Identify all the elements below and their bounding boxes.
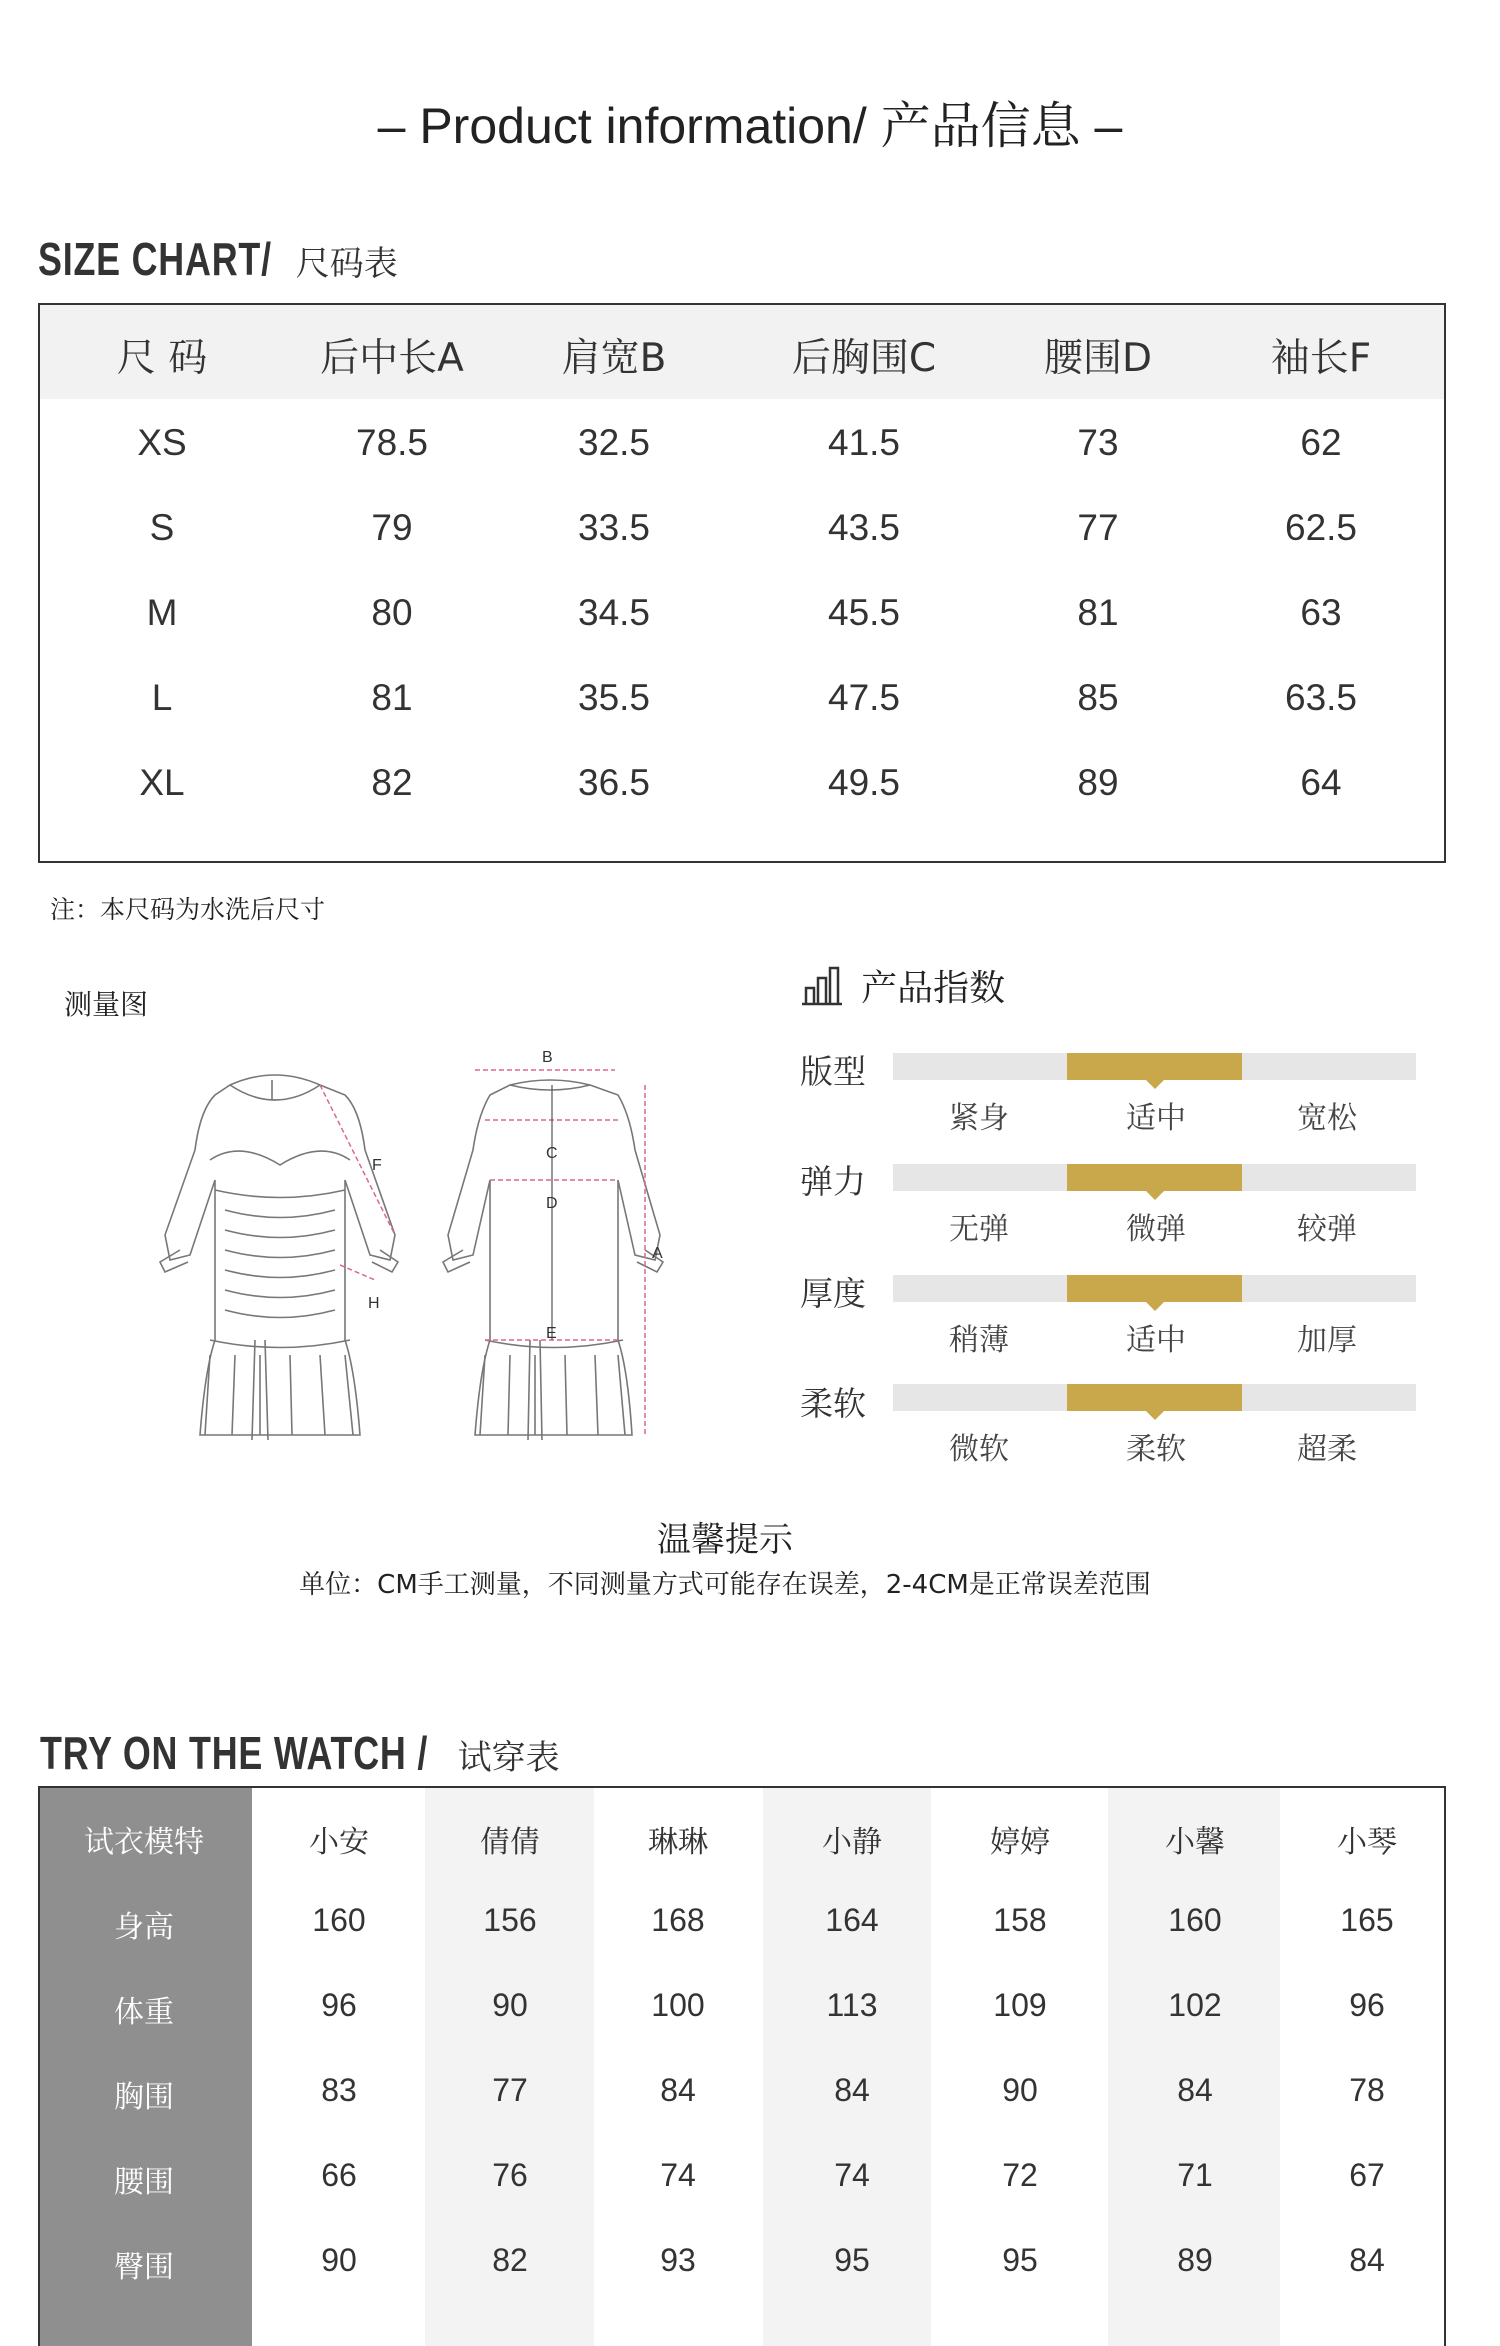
size-value-cell: 89 <box>1077 762 1119 803</box>
size-col-header: 后中长A <box>320 336 464 381</box>
size-label-cell: M <box>146 592 178 633</box>
index-bar-fill <box>1067 1053 1241 1080</box>
try-on-value-cell: 93 <box>660 2242 696 2278</box>
try-on-row-label: 臀围 <box>114 2250 174 2285</box>
try-on-model-name: 小琴 <box>1337 1825 1397 1860</box>
index-option-label: 适中 <box>1126 1323 1186 1358</box>
size-chart-table <box>38 303 1446 863</box>
size-value-cell: 36.5 <box>577 762 651 803</box>
size-label-cell: S <box>149 507 175 548</box>
size-col-header: 腰围D <box>1043 336 1153 381</box>
try-on-value-cell: 74 <box>834 2157 870 2193</box>
try-on-value-cell: 95 <box>1002 2242 1038 2278</box>
try-on-value-cell: 113 <box>826 1987 878 2023</box>
index-option-label: 加厚 <box>1297 1323 1357 1358</box>
index-option-label: 较弹 <box>1297 1212 1357 1247</box>
size-value-cell: 35.5 <box>577 677 651 718</box>
try-on-value-cell: 96 <box>321 1987 357 2023</box>
size-chart-heading-en: SIZE CHART/ <box>38 233 272 285</box>
size-value-cell: 47.5 <box>827 677 901 718</box>
size-value-cell: 41.5 <box>827 422 901 463</box>
size-note: 注：本尺码为水洗后尺寸 <box>50 895 326 924</box>
chart-icon <box>800 964 844 1008</box>
index-option-label: 适中 <box>1126 1101 1186 1136</box>
try-on-value-cell: 74 <box>660 2157 696 2193</box>
size-value-cell: 73 <box>1077 422 1119 463</box>
try-on-value-cell: 89 <box>1177 2242 1213 2278</box>
try-on-value-cell: 83 <box>321 2072 357 2108</box>
index-option-label: 稍薄 <box>949 1323 1009 1358</box>
size-value-cell: 33.5 <box>577 507 651 548</box>
try-on-value-cell: 160 <box>1168 1902 1222 1938</box>
size-value-cell: 77 <box>1077 507 1119 548</box>
try-on-value-cell: 90 <box>321 2242 357 2278</box>
size-value-cell: 81 <box>1077 592 1119 633</box>
measure-letter-c: C <box>546 1145 558 1162</box>
try-on-value-cell: 72 <box>1002 2157 1038 2193</box>
measure-letter-a: A <box>652 1245 663 1262</box>
index-option-label: 超柔 <box>1297 1432 1357 1467</box>
size-value-cell: 78.5 <box>355 422 429 463</box>
index-row-label: 版型 <box>800 1052 866 1091</box>
index-bar-pointer <box>1146 1191 1164 1200</box>
try-on-value-cell: 168 <box>651 1902 705 1938</box>
try-on-heading <box>40 1726 560 1780</box>
try-on-model-name: 小安 <box>309 1825 369 1860</box>
try-on-value-cell: 84 <box>1349 2242 1385 2278</box>
try-on-value-cell: 158 <box>993 1902 1047 1938</box>
size-value-cell: 63.5 <box>1284 677 1358 718</box>
try-on-value-cell: 77 <box>492 2072 528 2108</box>
index-bar-pointer <box>1146 1411 1164 1420</box>
index-title: 产品指数 <box>861 968 1006 1009</box>
index-option-label: 柔软 <box>1126 1432 1186 1467</box>
size-value-cell: 34.5 <box>577 592 651 633</box>
try-on-table <box>38 1786 1446 2346</box>
size-value-cell: 79 <box>371 507 413 548</box>
try-on-value-cell: 164 <box>825 1902 879 1938</box>
index-option-label: 紧身 <box>949 1101 1009 1136</box>
try-on-value-cell: 84 <box>834 2072 870 2108</box>
try-on-value-cell: 84 <box>1177 2072 1213 2108</box>
size-label-cell: L <box>151 677 173 718</box>
index-bar <box>893 1164 1416 1191</box>
index-option-label: 无弹 <box>949 1212 1009 1247</box>
size-value-cell: 64 <box>1300 762 1342 803</box>
index-row-label: 弹力 <box>800 1162 866 1201</box>
size-value-cell: 62 <box>1300 422 1342 463</box>
try-on-value-cell: 67 <box>1349 2157 1385 2193</box>
try-on-value-cell: 82 <box>492 2242 528 2278</box>
try-on-heading-cn: 试穿表 <box>457 1739 560 1777</box>
size-value-cell: 43.5 <box>827 507 901 548</box>
try-on-heading-en: TRY ON THE WATCH / <box>40 1727 429 1779</box>
page-title: – Product information/ 产品信息 – <box>377 98 1123 154</box>
size-chart-header-row <box>40 305 1444 399</box>
measure-diagram-label: 测量图 <box>64 988 149 1021</box>
size-col-header: 肩宽B <box>561 336 667 381</box>
size-value-cell: 63 <box>1300 592 1342 633</box>
try-on-row-label: 试衣模特 <box>84 1825 204 1860</box>
tip-title: 温馨提示 <box>657 1520 793 1560</box>
try-on-value-cell: 96 <box>1349 1987 1385 2023</box>
index-bar <box>893 1275 1416 1302</box>
try-on-model-name: 小静 <box>822 1825 882 1860</box>
size-chart-heading <box>38 232 398 286</box>
measure-letter-d: D <box>546 1195 558 1212</box>
try-on-value-cell: 76 <box>492 2157 528 2193</box>
measure-letter-f: F <box>372 1157 382 1174</box>
try-on-value-cell: 90 <box>1002 2072 1038 2108</box>
index-header <box>800 960 1005 1011</box>
index-row-label: 厚度 <box>800 1274 866 1313</box>
size-value-cell: 85 <box>1077 677 1119 718</box>
try-on-value-cell: 109 <box>993 1987 1047 2023</box>
size-col-header: 袖长F <box>1270 336 1372 381</box>
size-col-header: 后胸围C <box>791 336 937 381</box>
size-label-cell: XL <box>139 762 185 803</box>
try-on-model-name: 琳琳 <box>648 1825 708 1860</box>
try-on-row-label: 胸围 <box>114 2080 174 2115</box>
try-on-value-cell: 102 <box>1168 1987 1222 2023</box>
try-on-value-cell: 71 <box>1177 2157 1213 2193</box>
try-on-model-name: 小馨 <box>1165 1825 1225 1860</box>
try-on-value-cell: 100 <box>651 1987 705 2023</box>
size-value-cell: 32.5 <box>577 422 651 463</box>
index-bar-fill <box>1067 1164 1241 1191</box>
size-value-cell: 81 <box>371 677 413 718</box>
try-on-row-label: 体重 <box>114 1995 174 2030</box>
index-bar <box>893 1384 1416 1411</box>
try-on-model-name: 婷婷 <box>990 1825 1050 1860</box>
try-on-model-name: 倩倩 <box>480 1825 540 1860</box>
try-on-value-cell: 156 <box>483 1902 537 1938</box>
measure-letter-b: B <box>542 1049 553 1066</box>
size-value-cell: 49.5 <box>827 762 901 803</box>
size-value-cell: 80 <box>371 592 413 633</box>
try-on-value-cell: 95 <box>834 2242 870 2278</box>
index-row-label: 柔软 <box>800 1384 866 1423</box>
size-value-cell: 82 <box>371 762 413 803</box>
size-label-cell: XS <box>137 422 187 463</box>
try-on-value-cell: 90 <box>492 1987 528 2023</box>
size-value-cell: 62.5 <box>1284 507 1358 548</box>
measure-letter-h: H <box>368 1295 380 1312</box>
index-option-label: 宽松 <box>1297 1101 1357 1136</box>
measure-diagram <box>140 1040 710 1450</box>
index-bar <box>893 1053 1416 1080</box>
try-on-value-cell: 165 <box>1340 1902 1394 1938</box>
index-bar-fill <box>1067 1275 1241 1302</box>
try-on-row-label: 身高 <box>114 1910 174 1945</box>
size-col-header: 尺 码 <box>116 336 208 381</box>
size-value-cell: 45.5 <box>827 592 901 633</box>
index-option-label: 微弹 <box>1126 1212 1186 1247</box>
try-on-row-label: 腰围 <box>114 2165 174 2200</box>
index-bar-pointer <box>1146 1302 1164 1311</box>
try-on-value-cell: 84 <box>660 2072 696 2108</box>
try-on-value-cell: 160 <box>312 1902 366 1938</box>
size-chart-heading-cn: 尺码表 <box>295 245 398 283</box>
index-option-label: 微软 <box>949 1432 1009 1467</box>
index-bar-pointer <box>1146 1080 1164 1089</box>
tip-text: 单位：CM手工测量，不同测量方式可能存在误差，2-4CM是正常误差范围 <box>299 1570 1151 1600</box>
measure-letter-e: E <box>546 1325 557 1342</box>
index-bar-fill <box>1067 1384 1241 1411</box>
try-on-value-cell: 66 <box>321 2157 357 2193</box>
try-on-value-cell: 78 <box>1349 2072 1385 2108</box>
